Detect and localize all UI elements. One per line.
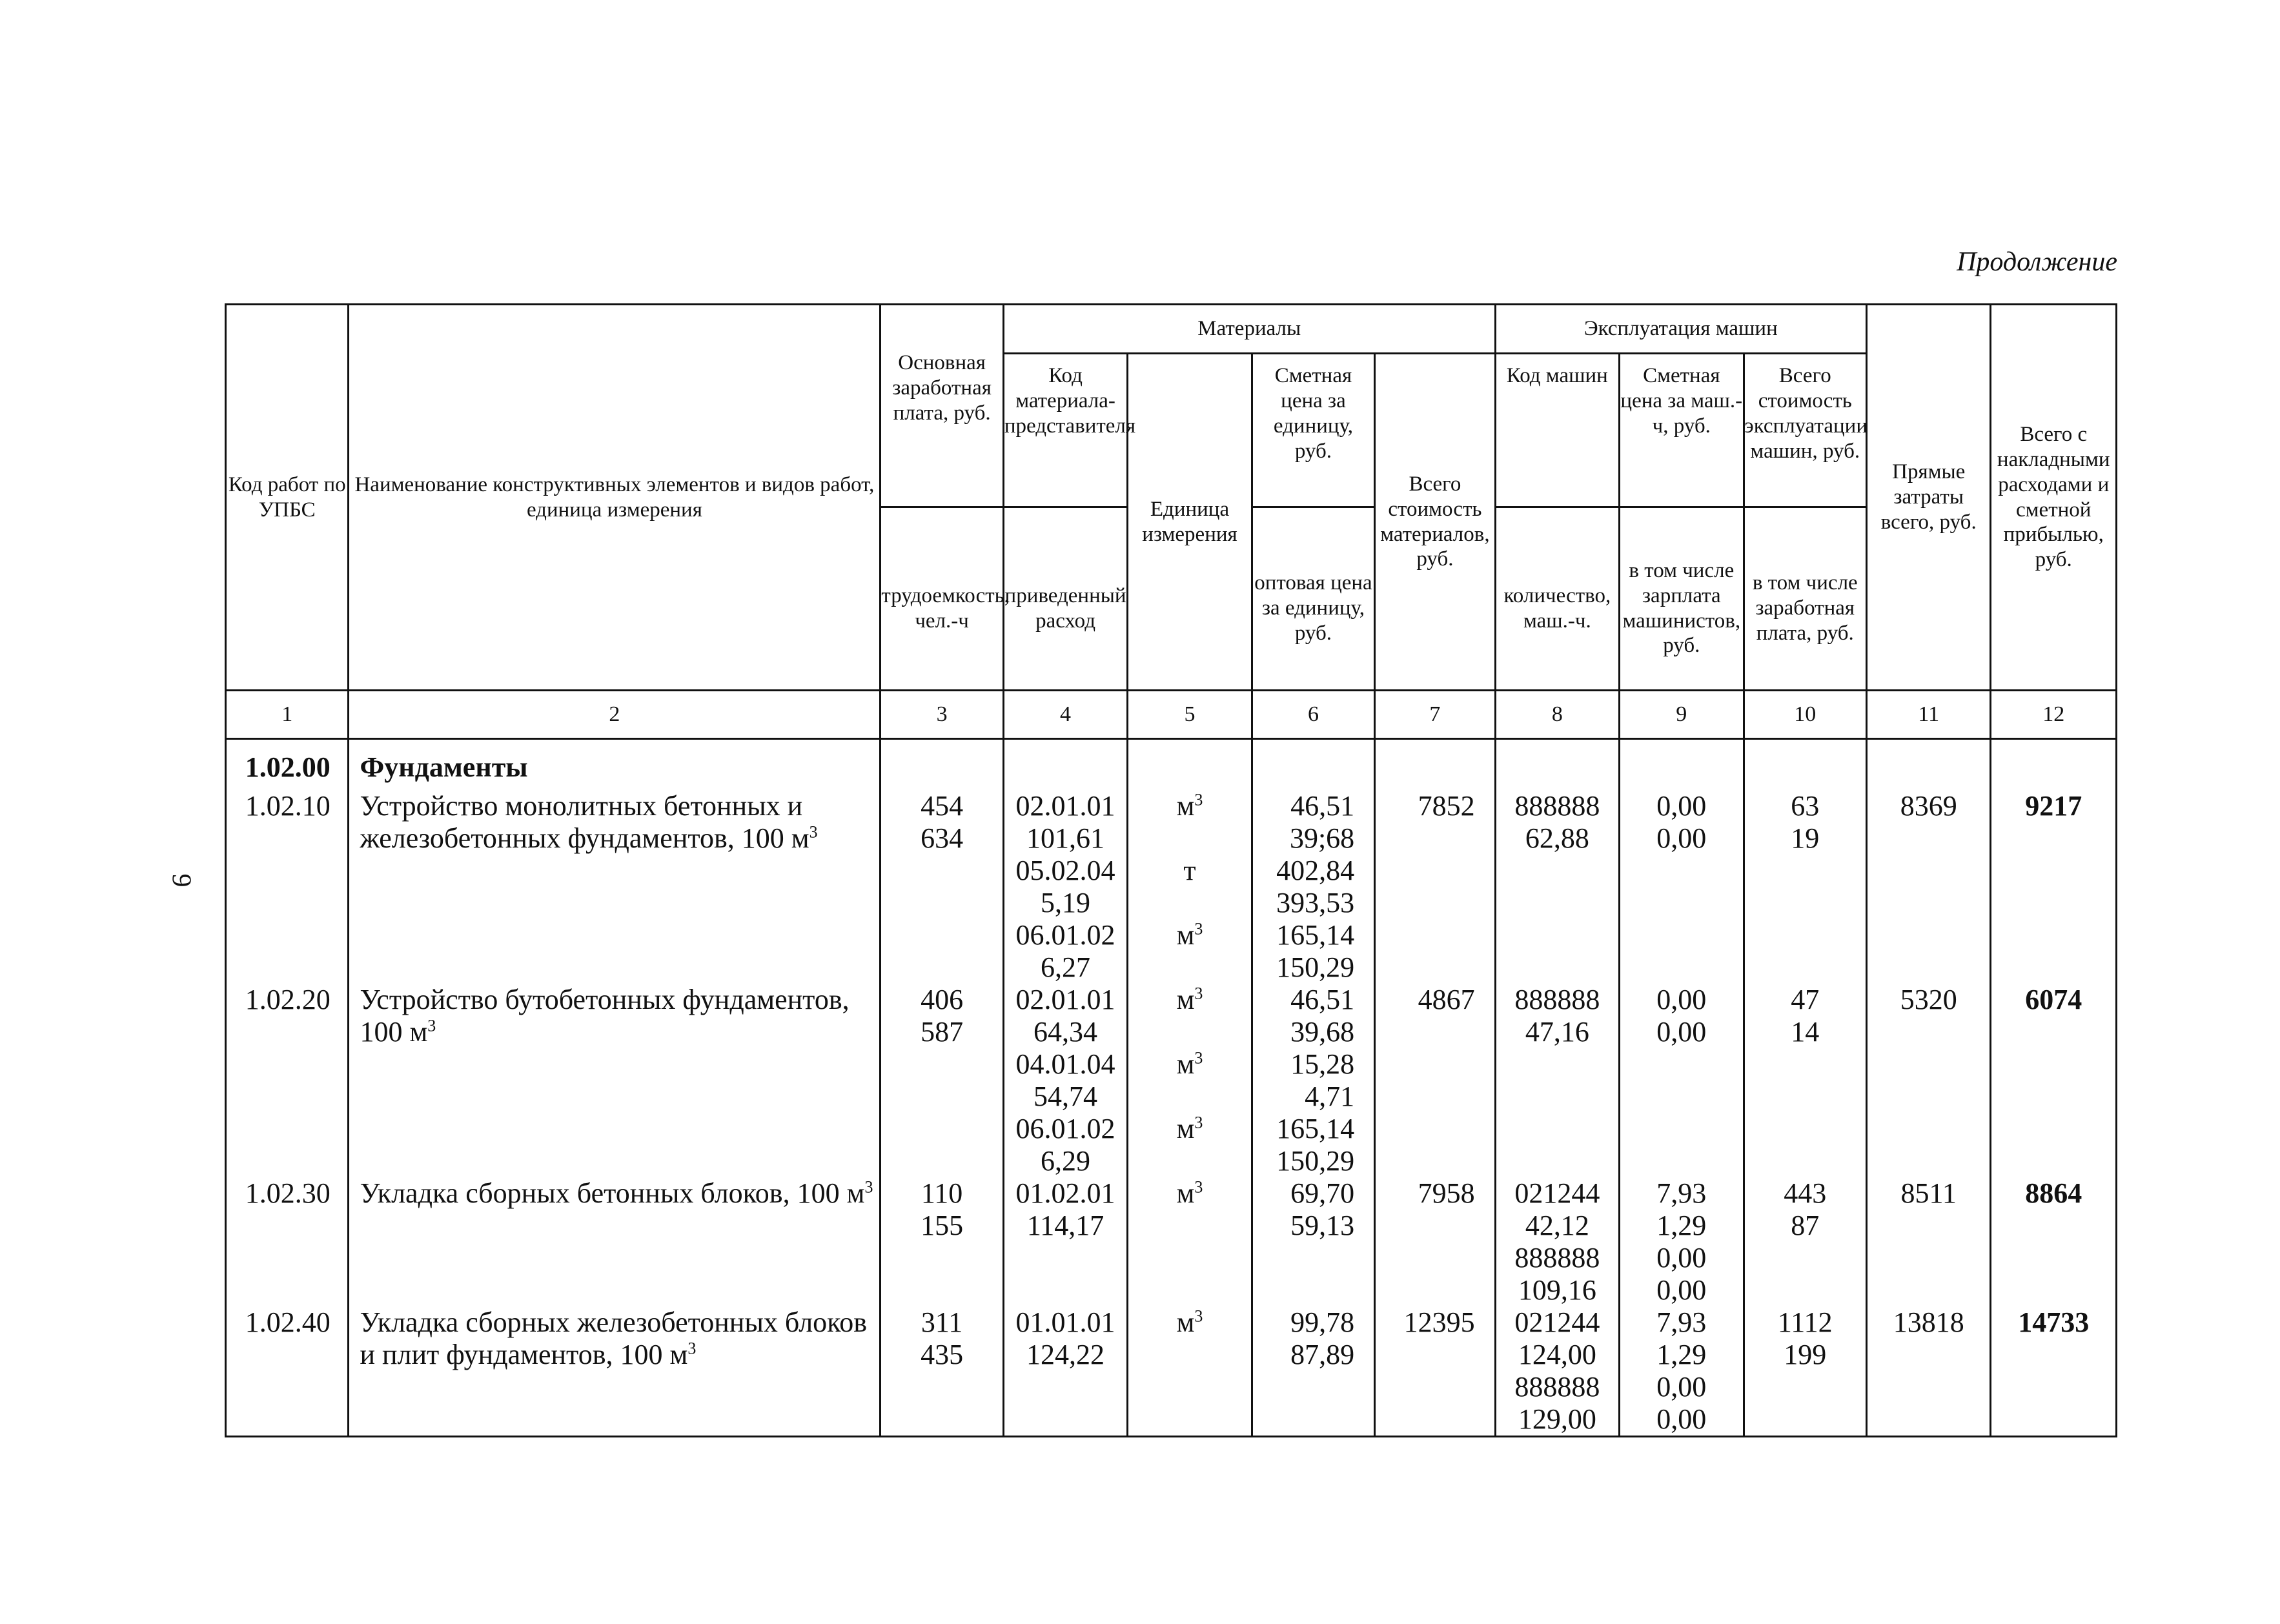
price-value: 150,29 <box>1276 951 1355 983</box>
grand-total-value: 8864 <box>2025 1177 2082 1209</box>
table-header <box>226 305 2117 739</box>
materials-total-cell <box>1375 984 1495 1177</box>
wage-value: 454 <box>921 790 964 822</box>
direct-cost-cell <box>1867 1177 1991 1306</box>
header-machines-total: Всего стоимость эксплуатации машин, руб. <box>1744 354 1866 507</box>
grand-total-value: 9217 <box>2025 790 2082 822</box>
work-code: 1.02.20 <box>226 984 349 1177</box>
material-code-value: 6,27 <box>1041 951 1091 983</box>
price-value: 99,78 <box>1290 1306 1355 1338</box>
header-wage: Основная заработная плата, руб. <box>880 305 1003 507</box>
table-row <box>226 1177 2117 1306</box>
material-code-value: 01.02.01 <box>1015 1177 1115 1209</box>
direct-cost-cell <box>1867 790 1991 984</box>
grand-total-value: 6074 <box>2025 984 2082 1015</box>
superscript: 3 <box>1194 1048 1203 1068</box>
column-number: 5 <box>1128 691 1252 739</box>
unit-value <box>1128 1145 1250 1177</box>
unit-value: $м^3$ <box>1176 1048 1203 1080</box>
grand-total-value: 14733 <box>2018 1306 2090 1338</box>
price-value: 59,13 <box>1290 1210 1355 1241</box>
superscript: 3 <box>864 1177 873 1197</box>
machine-price-cell <box>1620 1306 1744 1437</box>
unit-value <box>1128 951 1250 984</box>
work-code: 1.02.40 <box>226 1306 349 1437</box>
work-name-text: Укладка сборных железобетонных блоков и плит фундаментов, 100 м <box>360 1306 868 1370</box>
machine-total-value: 47 <box>1791 984 1820 1015</box>
header-materials: Материалы <box>1003 305 1495 354</box>
wage-cell <box>880 1177 1003 1306</box>
machine-code-value: 62,88 <box>1525 822 1589 854</box>
work-name-text: Устройство бутобетонных фундаментов, 100 м <box>360 984 850 1048</box>
machine-code-value: 888888 <box>1514 1242 1600 1274</box>
wage-cell <box>880 1306 1003 1437</box>
column-number: 6 <box>1252 691 1374 739</box>
price-value: 4,71 <box>1305 1081 1355 1112</box>
direct-cost-value: 8369 <box>1900 790 1957 822</box>
machine-total-cell <box>1744 1306 1866 1437</box>
price-value: 46,51 <box>1290 984 1355 1015</box>
direct-cost-value: 13818 <box>1893 1306 1964 1338</box>
materials-total-cell <box>1375 790 1495 984</box>
unit-value: $м^3$ <box>1176 1177 1203 1209</box>
machine-code-value: 47,16 <box>1525 1016 1589 1048</box>
machine-code-value: 888888 <box>1514 790 1600 822</box>
work-name-text: Укладка сборных бетонных блоков, 100 м <box>360 1177 865 1209</box>
superscript: 3 <box>427 1016 436 1035</box>
work-code: 1.02.10 <box>226 790 349 984</box>
superscript: 3 <box>1194 919 1203 939</box>
machine-price-value: 1,29 <box>1656 1210 1707 1241</box>
material-code-cell <box>1003 1177 1127 1306</box>
price-value: 39;68 <box>1289 822 1355 854</box>
price-table-container <box>225 303 2117 1437</box>
column-number: 12 <box>1991 691 2117 739</box>
unit-value <box>1128 1081 1250 1113</box>
machine-total-value: 443 <box>1784 1177 1827 1209</box>
wage-cell <box>880 984 1003 1177</box>
machine-code-cell <box>1495 984 1619 1177</box>
header-code: Код работ по УПБС <box>226 305 349 691</box>
header-name: Наименование конструктивных элементов и видов работ, единица измерения <box>349 305 880 691</box>
machine-code-value: 129,00 <box>1518 1403 1596 1435</box>
price-cell <box>1252 984 1374 1177</box>
unit-value <box>1128 822 1250 855</box>
machine-total-cell <box>1744 984 1866 1177</box>
unit-value: $м^3$ <box>1176 790 1203 822</box>
machine-total-cell <box>1744 1177 1866 1306</box>
machine-price-value: 0,00 <box>1656 1403 1707 1435</box>
price-cell <box>1252 1177 1374 1306</box>
material-code-cell <box>1003 790 1127 984</box>
wage-value: 587 <box>921 1016 964 1048</box>
section-name: Фундаменты <box>349 739 880 791</box>
materials-total-value: 4867 <box>1418 984 1475 1015</box>
price-cell <box>1252 1306 1374 1437</box>
machine-code-value: 021244 <box>1514 1306 1600 1338</box>
machine-price-cell <box>1620 790 1744 984</box>
direct-cost-cell <box>1867 984 1991 1177</box>
table-row <box>226 790 2117 984</box>
unit-cell <box>1128 984 1252 1177</box>
price-value: 150,29 <box>1276 1145 1355 1177</box>
unit-cell <box>1128 790 1252 984</box>
machine-price-value: 0,00 <box>1656 1371 1707 1403</box>
machine-code-cell <box>1495 790 1619 984</box>
materials-total-value: 7958 <box>1418 1177 1475 1209</box>
material-code-value: 04.01.04 <box>1015 1048 1115 1080</box>
table-row <box>226 1306 2117 1437</box>
machine-total-value: 63 <box>1791 790 1820 822</box>
superscript: 3 <box>1194 984 1203 1003</box>
unit-cell <box>1128 1177 1252 1306</box>
unit-value <box>1128 887 1250 919</box>
material-code-value: 06.01.02 <box>1015 1113 1115 1144</box>
wage-value: 155 <box>921 1210 964 1241</box>
superscript: 3 <box>1194 790 1203 809</box>
wage-value: 110 <box>921 1177 963 1209</box>
machine-code-cell <box>1495 1306 1619 1437</box>
work-code: 1.02.30 <box>226 1177 349 1306</box>
header-estimated-price: Сметная цена за единицу, руб. <box>1252 354 1374 507</box>
header-machine-hours: количество, маш.-ч. <box>1495 507 1619 691</box>
header-direct-costs: Прямые затраты всего, руб. <box>1867 305 1991 691</box>
header-reduced-consumption: приведенный расход <box>1003 507 1127 691</box>
header-materials-total: Всего стоимость материалов, руб. <box>1375 354 1495 691</box>
material-code-value: 01.01.01 <box>1015 1306 1115 1338</box>
column-number: 2 <box>349 691 880 739</box>
grand-total-cell <box>1991 984 2117 1177</box>
price-value: 165,14 <box>1276 919 1355 951</box>
machine-code-value: 42,12 <box>1525 1210 1589 1241</box>
grand-total-cell <box>1991 1306 2117 1437</box>
wage-value: 435 <box>921 1339 964 1370</box>
header-machine-code: Код машин <box>1495 354 1619 507</box>
machine-price-value: 0,00 <box>1656 1242 1707 1274</box>
machine-total-value: 87 <box>1791 1210 1820 1241</box>
materials-total-value: 12395 <box>1403 1306 1475 1338</box>
material-code-value: 64,34 <box>1033 1016 1098 1048</box>
header-total-with-overheads: Всего с накладными расходами и сметной прибылью, руб. <box>1991 305 2117 691</box>
work-name <box>349 1177 880 1306</box>
work-name <box>349 1306 880 1437</box>
machine-price-value: 0,00 <box>1656 790 1707 822</box>
machine-total-value: 199 <box>1784 1339 1827 1370</box>
superscript: 3 <box>1194 1306 1203 1326</box>
machine-price-cell <box>1620 984 1744 1177</box>
materials-total-cell <box>1375 1306 1495 1437</box>
material-code-value: 124,22 <box>1026 1339 1105 1370</box>
column-number: 8 <box>1495 691 1619 739</box>
price-value: 87,89 <box>1290 1339 1355 1370</box>
materials-total-cell <box>1375 1177 1495 1306</box>
superscript: 3 <box>1194 1113 1203 1132</box>
machine-code-value: 888888 <box>1514 984 1600 1015</box>
superscript: 3 <box>809 822 818 842</box>
page-number: 9 <box>166 873 196 888</box>
machine-price-value: 7,93 <box>1656 1177 1707 1209</box>
column-number: 10 <box>1744 691 1866 739</box>
price-table <box>225 303 2117 1437</box>
wage-cell <box>880 790 1003 984</box>
machine-total-value: 19 <box>1791 822 1820 854</box>
unit-value <box>1128 1210 1250 1242</box>
wage-value: 311 <box>921 1306 963 1338</box>
material-code-cell <box>1003 1306 1127 1437</box>
price-value: 402,84 <box>1276 855 1355 886</box>
material-code-value: 5,19 <box>1041 887 1091 919</box>
header-operator-wages: в том числе зарплата машинистов, руб. <box>1620 507 1744 691</box>
work-name <box>349 790 880 984</box>
machine-code-value: 888888 <box>1514 1371 1600 1403</box>
unit-value <box>1128 1339 1250 1371</box>
price-value: 39,68 <box>1290 1016 1355 1048</box>
table-row <box>226 984 2117 1177</box>
machine-price-value: 0,00 <box>1656 822 1707 854</box>
material-code-value: 06.01.02 <box>1015 919 1115 951</box>
header-wholesale-price: оптовая цена за единицу, руб. <box>1252 507 1374 691</box>
machine-price-value: 0,00 <box>1656 1274 1707 1306</box>
header-machine-wages: в том числе заработная плата, руб. <box>1744 507 1866 691</box>
price-value: 15,28 <box>1290 1048 1355 1080</box>
superscript: 3 <box>1194 1177 1203 1197</box>
column-number: 4 <box>1003 691 1127 739</box>
grand-total-cell <box>1991 1177 2117 1306</box>
superscript: 3 <box>687 1339 697 1358</box>
price-value: 165,14 <box>1276 1113 1355 1144</box>
machine-total-cell <box>1744 790 1866 984</box>
machine-code-value: 021244 <box>1514 1177 1600 1209</box>
material-code-value: 02.01.01 <box>1015 790 1115 822</box>
material-code-value: 114,17 <box>1026 1210 1104 1241</box>
unit-value: т <box>1183 855 1196 886</box>
direct-cost-value: 8511 <box>1900 1177 1957 1209</box>
machine-price-value: 7,93 <box>1656 1306 1707 1338</box>
direct-cost-cell <box>1867 1306 1991 1437</box>
header-machine-price: Сметная цена за маш.-ч, руб. <box>1620 354 1744 507</box>
machine-code-value: 109,16 <box>1518 1274 1596 1306</box>
price-cell <box>1252 790 1374 984</box>
column-number: 7 <box>1375 691 1495 739</box>
unit-cell <box>1128 1306 1252 1437</box>
machine-price-value: 1,29 <box>1656 1339 1707 1370</box>
machine-price-value: 0,00 <box>1656 1016 1707 1048</box>
work-name <box>349 984 880 1177</box>
price-value: 46,51 <box>1290 790 1355 822</box>
header-unit: Единица измерения <box>1128 354 1252 691</box>
machine-total-value: 1112 <box>1777 1306 1833 1338</box>
header-machines: Эксплуатация машин <box>1495 305 1866 354</box>
column-number: 1 <box>226 691 349 739</box>
machine-price-value: 0,00 <box>1656 984 1707 1015</box>
machine-total-value: 14 <box>1791 1016 1820 1048</box>
material-code-value: 05.02.04 <box>1015 855 1115 886</box>
material-code-value: 02.01.01 <box>1015 984 1115 1015</box>
unit-value: $м^3$ <box>1176 984 1203 1015</box>
material-code-value: 54,74 <box>1033 1081 1098 1112</box>
column-number: 11 <box>1867 691 1991 739</box>
material-code-value: 6,29 <box>1041 1145 1091 1177</box>
wage-value: 406 <box>921 984 964 1015</box>
column-number: 9 <box>1620 691 1744 739</box>
unit-value: $м^3$ <box>1176 1113 1203 1144</box>
section-row <box>226 739 2117 791</box>
unit-value: $м^3$ <box>1176 1306 1203 1338</box>
header-labor: трудоемкость, чел.-ч <box>880 507 1003 691</box>
wage-value: 634 <box>921 822 964 854</box>
column-numbers-row <box>226 691 2117 739</box>
header-material-code: Код материала-представителя <box>1003 354 1127 507</box>
section-code: 1.02.00 <box>226 739 349 791</box>
unit-value: $м^3$ <box>1176 919 1203 951</box>
unit-value <box>1128 1016 1250 1048</box>
materials-total-value: 7852 <box>1418 790 1475 822</box>
material-code-value: 101,61 <box>1026 822 1105 854</box>
continuation-label: Продолжение <box>1957 247 2117 277</box>
table-body <box>226 739 2117 1437</box>
grand-total-cell <box>1991 790 2117 984</box>
price-value: 393,53 <box>1276 887 1355 919</box>
direct-cost-value: 5320 <box>1900 984 1957 1015</box>
machine-code-cell <box>1495 1177 1619 1306</box>
price-value: 69,70 <box>1290 1177 1355 1209</box>
material-code-cell <box>1003 984 1127 1177</box>
machine-price-cell <box>1620 1177 1744 1306</box>
work-name-text: Устройство монолитных бетонных и железобетонных фундаментов, 100 м <box>360 790 809 854</box>
machine-code-value: 124,00 <box>1518 1339 1596 1370</box>
column-number: 3 <box>880 691 1003 739</box>
